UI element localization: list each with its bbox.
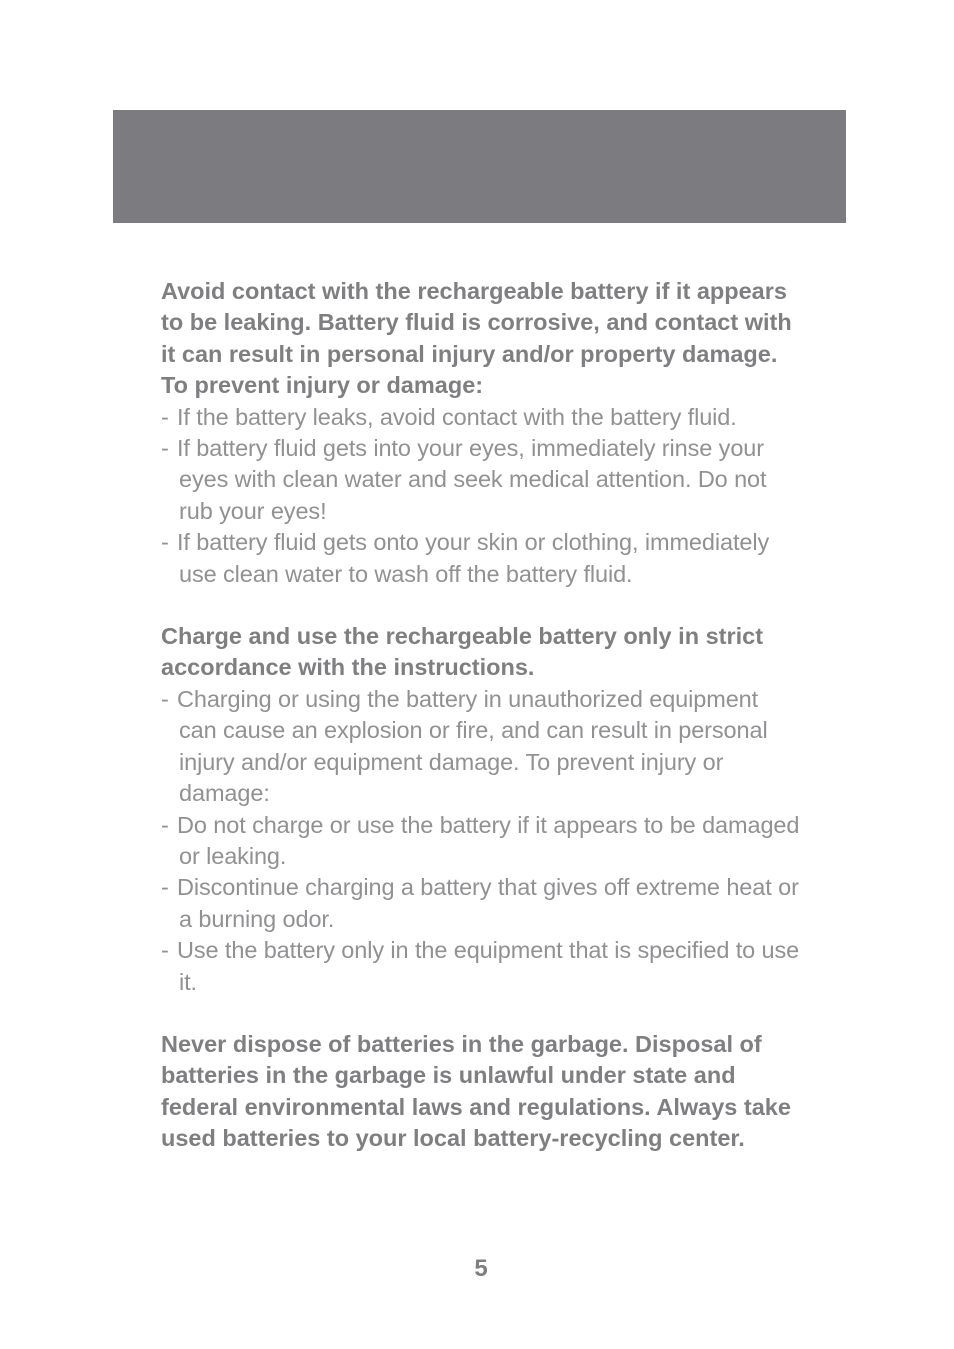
section-disposal bbox=[161, 1029, 801, 1155]
list-item: - Charging or using the battery in unauthorized equipment can cause an explosion or fire, and can result in personal injury and/or equipment damage. To prevent injury or damage: bbox=[161, 685, 768, 807]
list-item: - If battery fluid gets onto your skin or clothing, immediately use clean water to wash off the battery fluid. bbox=[161, 529, 770, 587]
section-heading: Charge and use the rechargeable battery only in strict accordance with the instructions. bbox=[161, 623, 764, 681]
document-body bbox=[161, 276, 801, 1186]
section-heading: Avoid contact with the rechargeable battery if it appears to be leaking. Battery fluid is corrosive, and contact with it can result in personal injury and/or property damage. To prevent injury or damage: bbox=[161, 278, 792, 399]
list-item: - Discontinue charging a battery that gives off extreme heat or a burning odor. bbox=[161, 874, 799, 932]
list-item: - Use the battery only in the equipment that is specified to use it. bbox=[161, 937, 800, 995]
header-band bbox=[113, 110, 846, 223]
list-item: - Do not charge or use the battery if it appears to be damaged or leaking. bbox=[161, 811, 800, 869]
list-item: - If battery fluid gets into your eyes, immediately rinse your eyes with clean water and seek medical attention. Do not rub your eyes! bbox=[161, 435, 767, 524]
section-heading: Never dispose of batteries in the garbage. Disposal of batteries in the garbage is unlawful under state and federal environmental laws and regulations. Always take used batteries to your local battery-recycling center. bbox=[161, 1030, 791, 1152]
section-charging bbox=[161, 621, 801, 998]
bullet-list bbox=[161, 402, 801, 590]
bullet-list bbox=[161, 684, 801, 998]
page-number: 5 bbox=[474, 1255, 488, 1282]
list-item: - If the battery leaks, avoid contact with the battery fluid. bbox=[161, 403, 737, 430]
section-battery-leak bbox=[161, 276, 801, 590]
